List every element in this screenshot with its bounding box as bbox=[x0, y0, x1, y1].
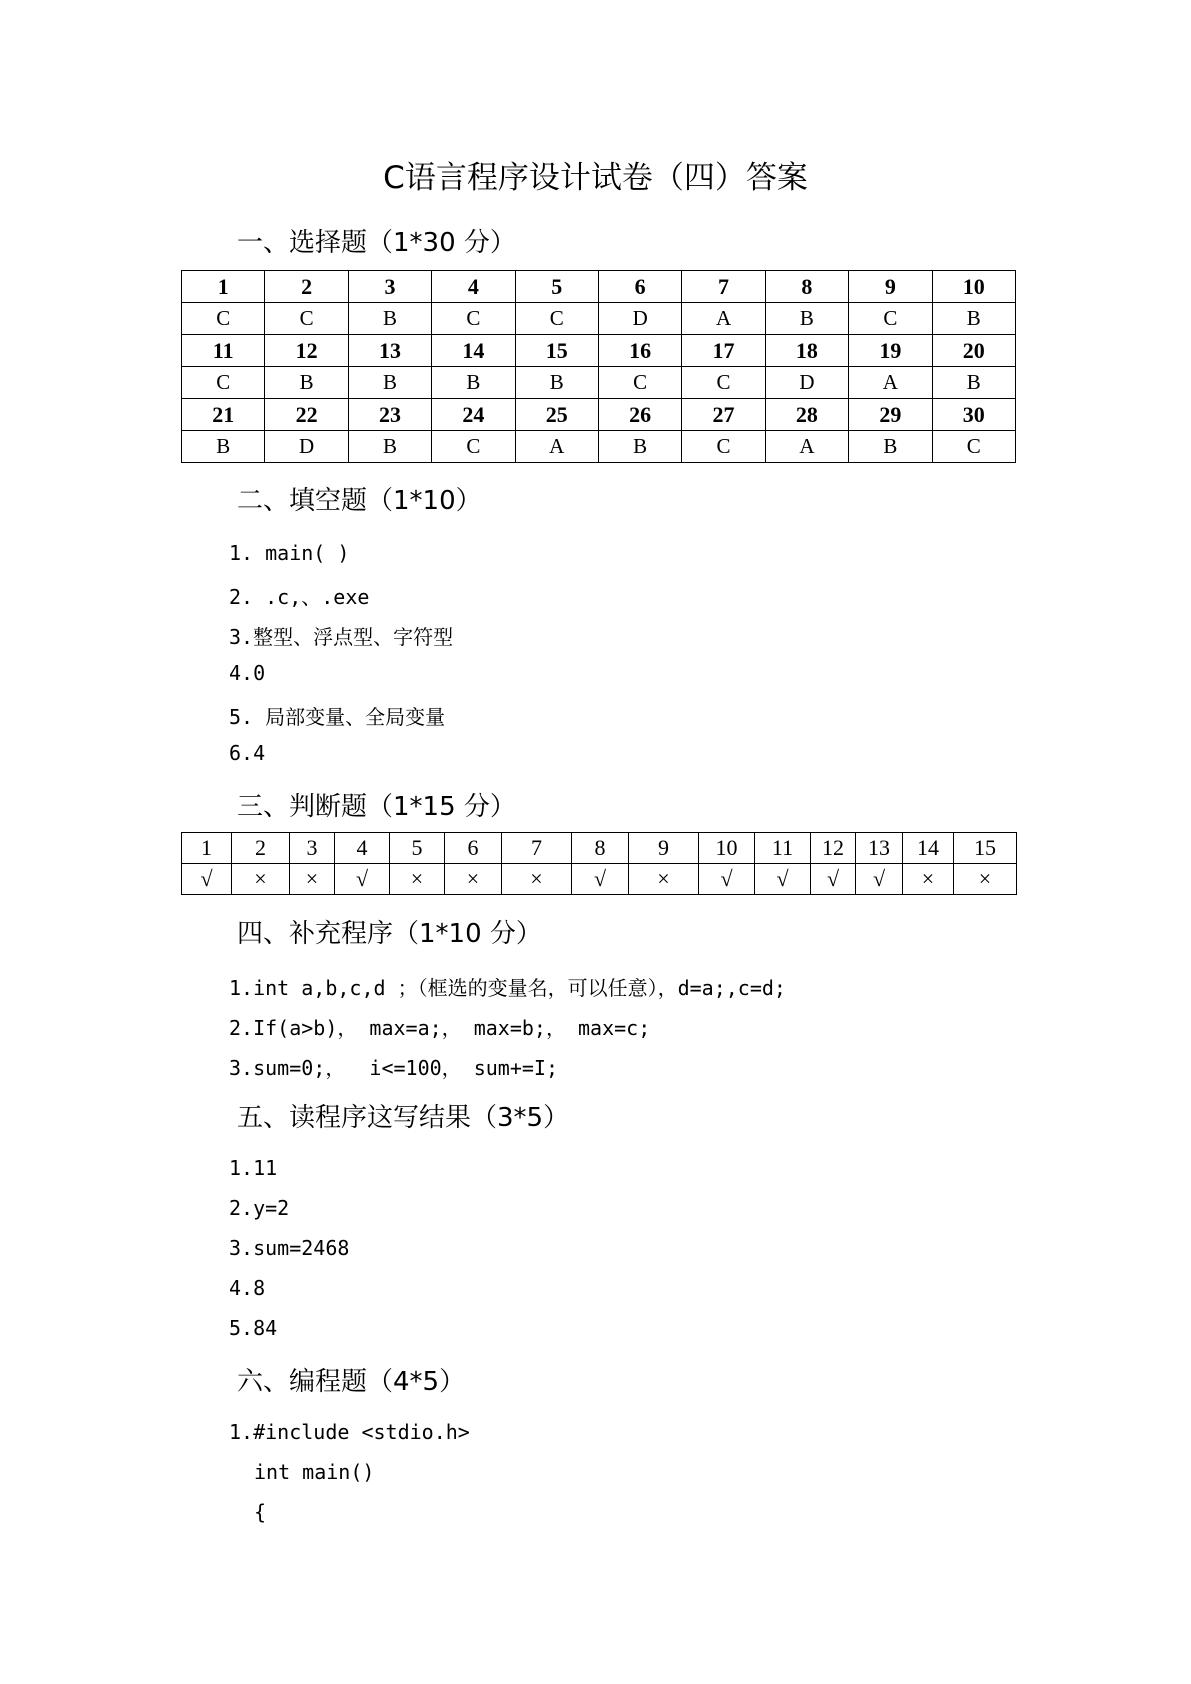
question-number: 5 bbox=[390, 833, 445, 864]
answer-mark: × bbox=[445, 864, 502, 895]
question-number: 27 bbox=[682, 399, 765, 431]
list-item: 1. main( ) bbox=[229, 541, 350, 565]
answer-mark: √ bbox=[856, 864, 903, 895]
answer-mark: × bbox=[629, 864, 699, 895]
answer-cell: B bbox=[765, 303, 848, 335]
table-row bbox=[182, 271, 1016, 303]
true-false-answer-table bbox=[181, 832, 1017, 895]
answer-mark: √ bbox=[335, 864, 390, 895]
answer-cell: C bbox=[265, 303, 348, 335]
answer-cell: B bbox=[182, 431, 265, 463]
answer-cell: B bbox=[849, 431, 932, 463]
list-item: 3.sum=0;， i<=100， sum+=I; bbox=[229, 1056, 558, 1080]
question-number: 4 bbox=[335, 833, 390, 864]
answer-cell: B bbox=[348, 367, 431, 399]
answer-cell: D bbox=[765, 367, 848, 399]
answer-cell: A bbox=[849, 367, 932, 399]
answer-cell: B bbox=[515, 367, 598, 399]
answer-cell: C bbox=[432, 431, 515, 463]
question-number: 12 bbox=[265, 335, 348, 367]
table-row bbox=[182, 367, 1016, 399]
answer-cell: B bbox=[432, 367, 515, 399]
question-number: 11 bbox=[755, 833, 811, 864]
code-line: int main() bbox=[254, 1460, 375, 1484]
question-number: 7 bbox=[682, 271, 765, 303]
question-number: 7 bbox=[502, 833, 572, 864]
answer-mark: √ bbox=[182, 864, 232, 895]
answer-cell: C bbox=[682, 431, 765, 463]
answer-mark: × bbox=[903, 864, 954, 895]
list-item: 4.8 bbox=[229, 1276, 266, 1300]
section-heading-read-program: 五、读程序这写结果（3*5） bbox=[237, 1103, 570, 1133]
question-number: 21 bbox=[182, 399, 265, 431]
question-number: 26 bbox=[598, 399, 681, 431]
list-item: 5. 局部变量、全局变量 bbox=[229, 705, 446, 729]
list-item: 3.sum=2468 bbox=[229, 1236, 350, 1260]
list-item: 6.4 bbox=[229, 741, 266, 765]
section-heading-true-false: 三、判断题（1*15 分） bbox=[237, 792, 516, 822]
answer-mark: × bbox=[502, 864, 572, 895]
answer-cell: B bbox=[598, 431, 681, 463]
table-row bbox=[182, 431, 1016, 463]
section-heading-fill-in: 二、填空题（1*10） bbox=[237, 486, 482, 516]
question-number: 1 bbox=[182, 271, 265, 303]
question-number: 2 bbox=[232, 833, 290, 864]
answer-mark: × bbox=[290, 864, 335, 895]
answer-cell: C bbox=[432, 303, 515, 335]
question-number: 1 bbox=[182, 833, 232, 864]
list-item: 2. .c,、.exe bbox=[229, 585, 370, 609]
question-number: 13 bbox=[856, 833, 903, 864]
list-item: 4.0 bbox=[229, 661, 266, 685]
question-number: 3 bbox=[348, 271, 431, 303]
answer-cell: A bbox=[682, 303, 765, 335]
table-row bbox=[182, 303, 1016, 335]
question-number: 10 bbox=[699, 833, 755, 864]
answer-cell: C bbox=[182, 303, 265, 335]
question-number: 9 bbox=[849, 271, 932, 303]
question-number: 10 bbox=[932, 271, 1015, 303]
section-heading-complete-program: 四、补充程序（1*10 分） bbox=[237, 919, 542, 949]
question-number: 3 bbox=[290, 833, 335, 864]
answer-mark: √ bbox=[572, 864, 629, 895]
list-item: 1.int a,b,c,d ；（框选的变量名，可以任意），d=a;,c=d; bbox=[229, 976, 786, 1000]
list-item: 2.If(a>b)， max=a;， max=b;， max=c; bbox=[229, 1016, 651, 1040]
question-number: 12 bbox=[811, 833, 856, 864]
answer-mark: × bbox=[232, 864, 290, 895]
question-number: 14 bbox=[903, 833, 954, 864]
question-number: 16 bbox=[598, 335, 681, 367]
answer-cell: D bbox=[265, 431, 348, 463]
code-line: { bbox=[254, 1500, 267, 1524]
answer-cell: A bbox=[765, 431, 848, 463]
answer-cell: B bbox=[932, 303, 1015, 335]
answer-mark: √ bbox=[699, 864, 755, 895]
question-number: 14 bbox=[432, 335, 515, 367]
question-number: 15 bbox=[954, 833, 1017, 864]
answer-cell: B bbox=[348, 431, 431, 463]
page-title: C语言程序设计试卷（四）答案 bbox=[383, 160, 808, 196]
section-heading-multiple-choice: 一、选择题（1*30 分） bbox=[237, 228, 516, 258]
question-number: 20 bbox=[932, 335, 1015, 367]
answer-cell: A bbox=[515, 431, 598, 463]
multiple-choice-answer-table bbox=[181, 270, 1016, 463]
answer-cell: D bbox=[598, 303, 681, 335]
answer-cell: C bbox=[182, 367, 265, 399]
list-item: 2.y=2 bbox=[229, 1196, 290, 1220]
question-number: 2 bbox=[265, 271, 348, 303]
question-number: 25 bbox=[515, 399, 598, 431]
table-row bbox=[182, 833, 1017, 864]
question-number: 6 bbox=[445, 833, 502, 864]
question-number: 30 bbox=[932, 399, 1015, 431]
list-item: 5.84 bbox=[229, 1316, 278, 1340]
table-row bbox=[182, 335, 1016, 367]
answer-mark: √ bbox=[755, 864, 811, 895]
question-number: 15 bbox=[515, 335, 598, 367]
question-number: 19 bbox=[849, 335, 932, 367]
answer-cell: B bbox=[932, 367, 1015, 399]
answer-cell: C bbox=[515, 303, 598, 335]
answer-mark: × bbox=[954, 864, 1017, 895]
list-item: 3.整型、浮点型、字符型 bbox=[229, 625, 454, 649]
answer-cell: C bbox=[598, 367, 681, 399]
answer-cell: B bbox=[265, 367, 348, 399]
question-number: 17 bbox=[682, 335, 765, 367]
code-line: 1.#include <stdio.h> bbox=[229, 1420, 470, 1444]
answer-cell: C bbox=[849, 303, 932, 335]
question-number: 11 bbox=[182, 335, 265, 367]
question-number: 29 bbox=[849, 399, 932, 431]
list-item: 1.11 bbox=[229, 1156, 278, 1180]
answer-cell: B bbox=[348, 303, 431, 335]
question-number: 9 bbox=[629, 833, 699, 864]
answer-mark: × bbox=[390, 864, 445, 895]
question-number: 24 bbox=[432, 399, 515, 431]
question-number: 6 bbox=[598, 271, 681, 303]
question-number: 23 bbox=[348, 399, 431, 431]
answer-cell: C bbox=[682, 367, 765, 399]
question-number: 8 bbox=[572, 833, 629, 864]
question-number: 13 bbox=[348, 335, 431, 367]
question-number: 18 bbox=[765, 335, 848, 367]
answer-cell: C bbox=[932, 431, 1015, 463]
question-number: 4 bbox=[432, 271, 515, 303]
question-number: 8 bbox=[765, 271, 848, 303]
question-number: 5 bbox=[515, 271, 598, 303]
question-number: 22 bbox=[265, 399, 348, 431]
answer-mark: √ bbox=[811, 864, 856, 895]
table-row bbox=[182, 864, 1017, 895]
question-number: 28 bbox=[765, 399, 848, 431]
section-heading-programming: 六、编程题（4*5） bbox=[237, 1367, 466, 1397]
table-row bbox=[182, 399, 1016, 431]
